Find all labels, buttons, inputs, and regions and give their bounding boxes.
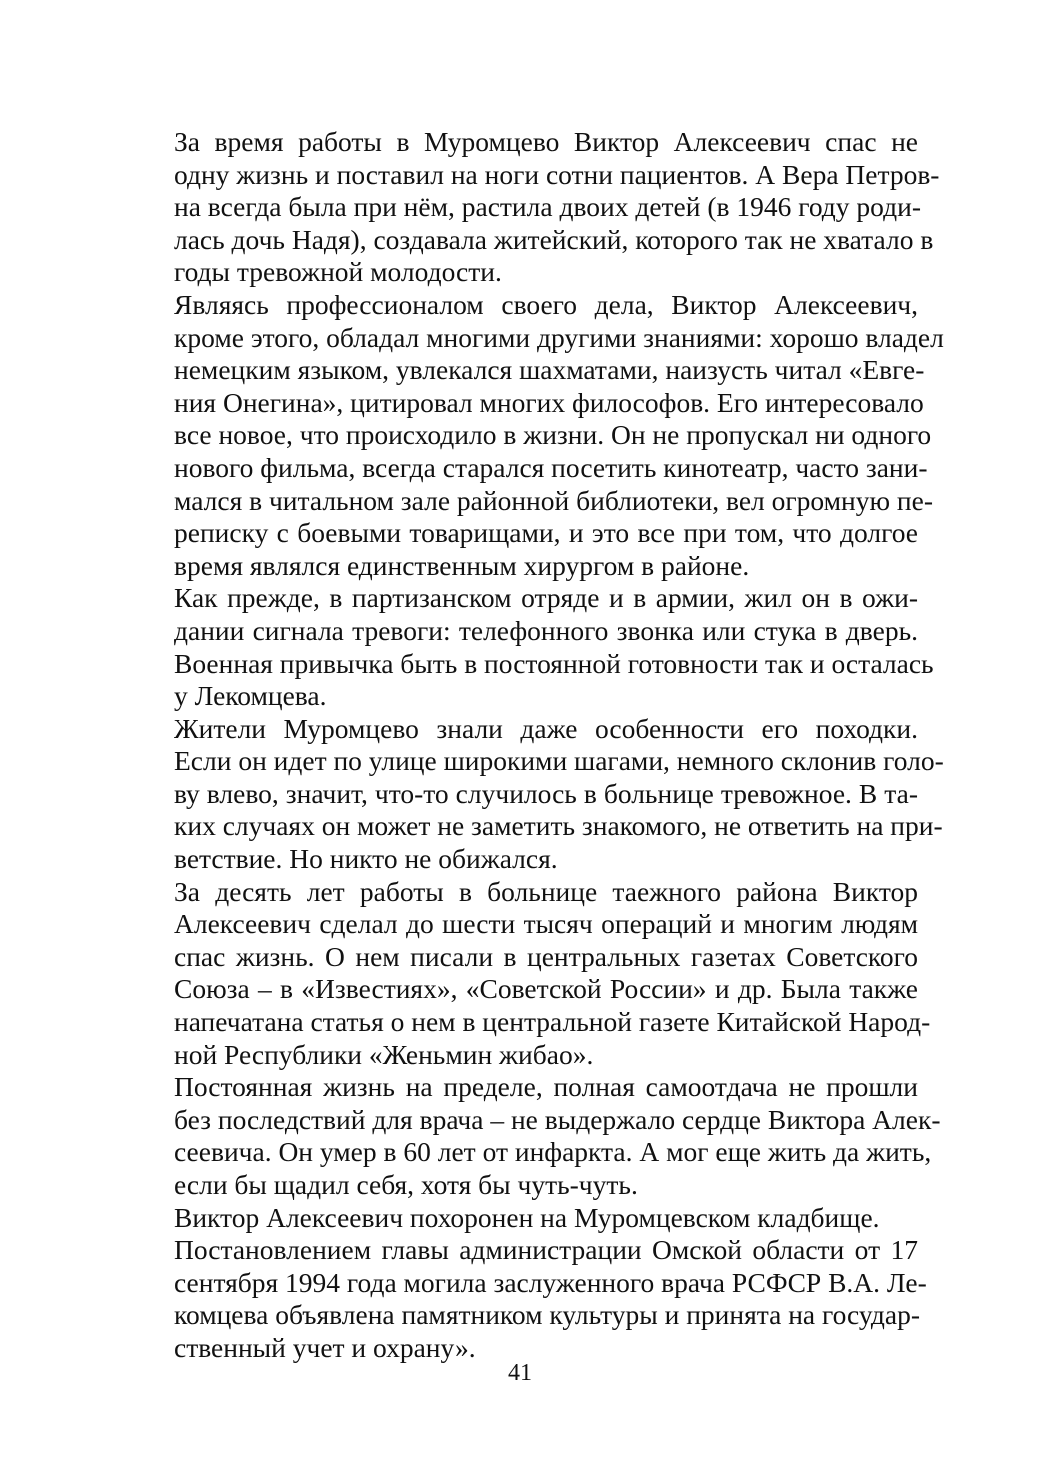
text-line: мался в читальном зале районной библиотеки, вел огромную пе- — [174, 484, 934, 516]
text-line: сентября 1994 года могила заслуженного врача РСФСР В.А. Ле- — [174, 1266, 927, 1298]
text-line: кроме этого, обладал многими другими знаниями: хорошо владел — [174, 321, 944, 353]
text-line: спас жизнь. О нем писали в центральных газетах Советского — [174, 940, 918, 972]
text-line: ния Онегина», цитировал многих философов. Его интересовало — [174, 386, 924, 418]
paragraph — [124, 126, 940, 289]
text-line: немецким языком, увлекался шахматами, наизусть читал «Евге- — [174, 354, 925, 386]
text-line: время являлся единственным хирургом в районе. — [174, 549, 750, 581]
text-line: если бы щадил себя, хотя бы чуть-чуть. — [174, 1169, 638, 1200]
text-line: одну жизнь и поставил на ноги сотни пациентов. А Вера Петров- — [174, 158, 940, 190]
paragraph — [124, 288, 944, 582]
text-line: Постоянная жизнь на пределе, полная самоотдача не прошли — [174, 1071, 918, 1103]
paragraph — [124, 712, 944, 876]
text-line: на всегда была при нём, растила двоих детей (в 1946 году роди- — [174, 191, 921, 223]
text-line: ственный учет и охрану». — [174, 1331, 476, 1363]
text-line: ких случаях он может не заметить знакомого, не ответить на при- — [174, 810, 943, 842]
text-line: Виктор Алексеевич похоронен на Муромцевском кладбище. — [174, 1201, 880, 1233]
text-line: без последствий для врача – не выдержало сердце Виктора Алек- — [174, 1103, 941, 1135]
paragraph — [124, 875, 931, 1072]
text-line: Жители Муромцево знали даже особенности его походки. — [174, 712, 918, 744]
text-line: ной Республики «Женьмин жибао». — [174, 1038, 594, 1070]
text-line: Военная привычка быть в постоянной готовности так и осталась — [174, 647, 934, 679]
text-line: дании сигнала тревоги: телефонного звонка или стука в дверь. — [174, 614, 918, 646]
text-line: нового фильма, всегда старался посетить кинотеатр, часто зани- — [174, 451, 928, 483]
text-line: ветствие. Но никто не обижался. — [174, 843, 558, 875]
text-line: комцева объявлена памятником культуры и принята на государ- — [174, 1299, 920, 1331]
paragraph — [124, 1202, 918, 1235]
text-line: лась дочь Надя), создавала житейский, которого так не хватало в — [174, 223, 934, 255]
text-line: Союза – в «Известиях», «Советской России» и др. Была также — [174, 973, 918, 1005]
text-line: напечатана статья о нем в центральной газете Китайской Народ- — [174, 1006, 931, 1038]
text-line: Постановлением главы администрации Омской области от 17 — [174, 1234, 918, 1266]
text-line: За время работы в Муромцево Виктор Алексеевич спас не — [174, 126, 918, 157]
text-line: ву влево, значит, что-то случилось в больнице тревожное. В та- — [174, 777, 918, 809]
text-line: сеевича. Он умер в 60 лет от инфаркта. А мог еще жить да жить, — [174, 1136, 932, 1168]
paragraph — [124, 582, 934, 712]
text-line: реписку с боевыми товарищами, и это все при том, что долгое — [174, 517, 918, 549]
text-line: За десять лет работы в больнице таежного района Виктор — [174, 875, 918, 907]
text-line: Если он идет по улице широкими шагами, немного склонив голо- — [174, 745, 944, 777]
page-number: 41 — [508, 1360, 532, 1386]
text-line: Как прежде, в партизанском отряде и в армии, жил он в ожи- — [174, 582, 918, 614]
text-line: годы тревожной молодости. — [174, 256, 502, 288]
text-line: все новое, что происходило в жизни. Он не пропускал ни одного — [174, 419, 932, 451]
text-line: Алексеевич сделал до шести тысяч операций и многим людям — [174, 908, 918, 940]
paragraph — [124, 1071, 941, 1201]
paragraph — [124, 1234, 927, 1364]
body-text — [124, 126, 944, 1365]
text-line: у Лекомцева. — [174, 680, 327, 712]
text-line: Являясь профессионалом своего дела, Виктор Алексеевич, — [174, 288, 918, 320]
